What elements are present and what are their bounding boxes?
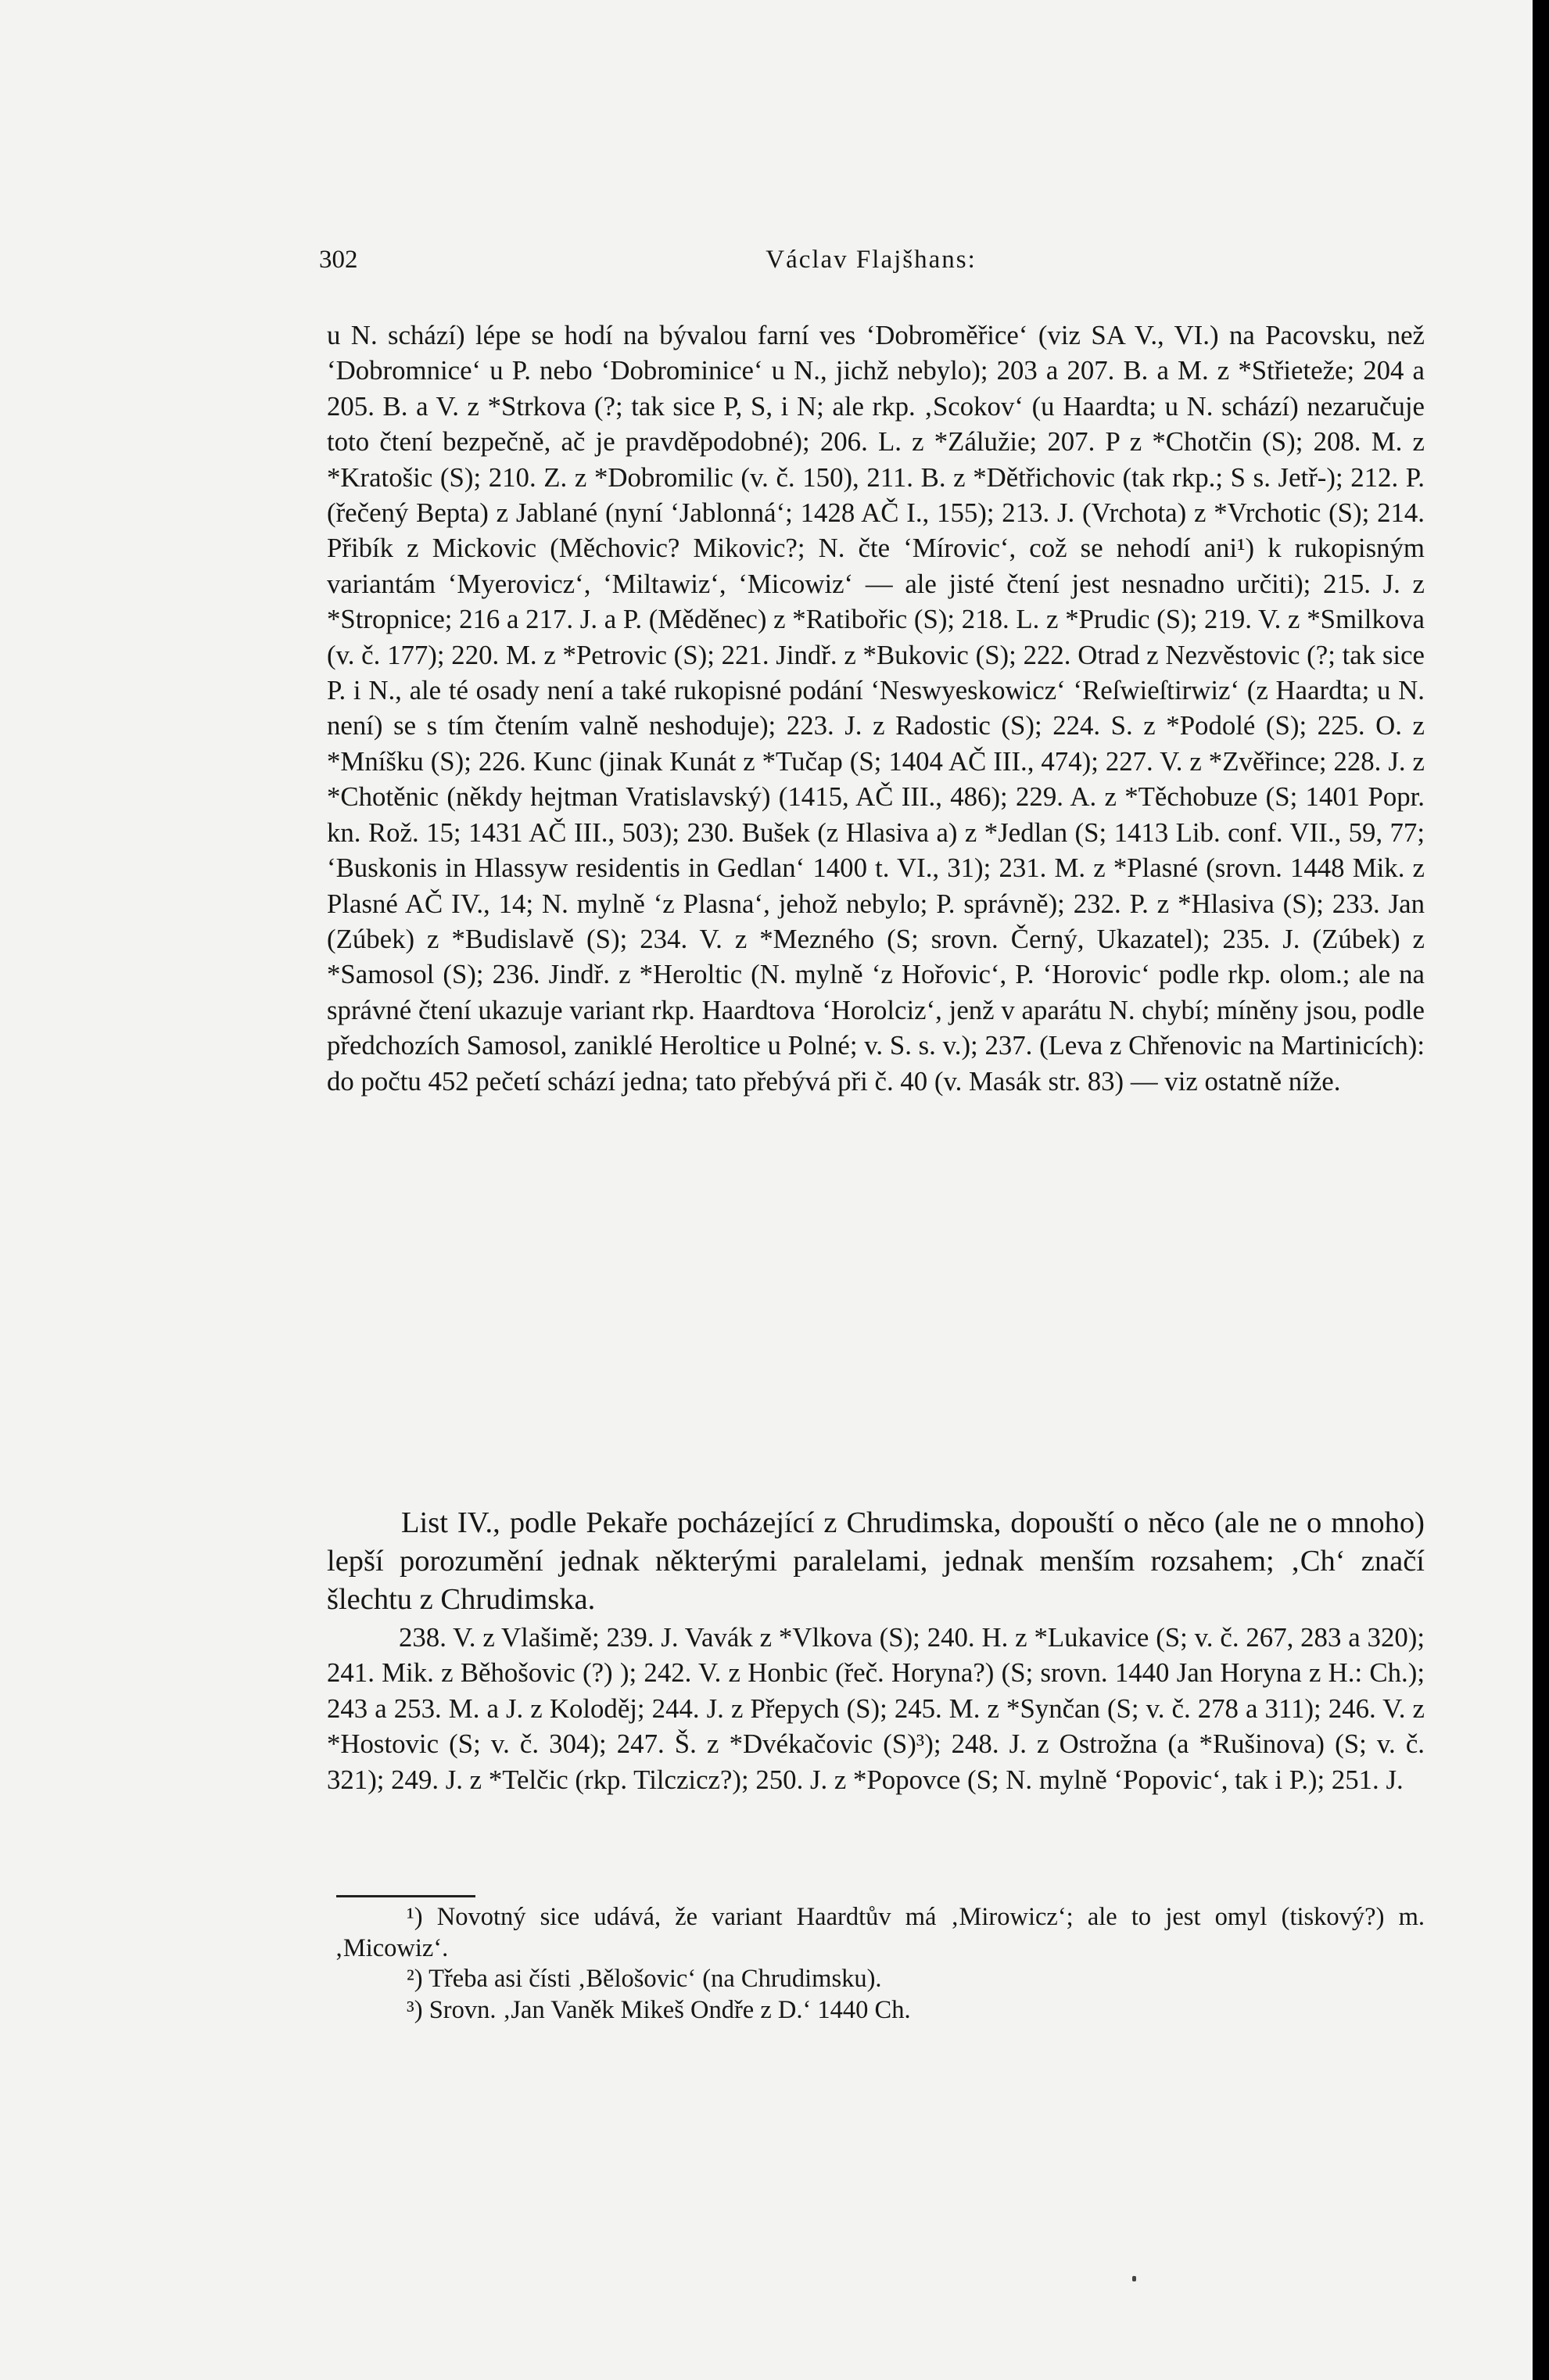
paragraph-list-iii-continuation: u N. schází) lépe se hodí na bývalou farní ves ‘Dobroměřice‘ (viz SA V., VI.) na Pacovsku, než ‘Dobromnice‘ u P. nebo ‘Dobrominice‘ u N., jichž nebylo); 203 a 207. B. a M. z *Střieteže; 204 a 205. B. a V. z *Strkova (?; tak sice P, S, i N; ale rkp. ‚Scokov‘ (u Haardta; u N. schází) nezaručuje toto čtení bezpečně, ač je pravděpodobné); 206. L. z *Zálužie; 207. P z *Chotčin (S); 208. M. z *Kratošic (S); 210. Z. z *Dobromilic (v. č. 150), 211. B. z *Dětřichovic (tak rkp.; S s. Jetř-); 212. P. (řečený Bepta) z Jablané (nyní ‘Jablonná‘; 1428 AČ I., 155); 213. J. (Vrchota) z *Vrchotic (S); 214. Přibík z Mickovic (Měchovic? Mikovic?; N. čte ‘Mírovic‘, což se nehodí ani¹) k rukopisným variantám ‘Myerovicz‘, ‘Miltawiz‘, ‘Micowiz‘ — ale jisté čtení jest nesnadno určiti); 215. J. z *Stropnice; 216 a 217. J. a P. (Měděnec) z *Ratibořic (S); 218. L. z *Prudic (S); 219. V. z *Smilkova (v. č. 177); 220. M. z *Petrovic (S); 221. Jindř. z *Bukovic (S); 222. Otrad z Nezvěstovic (?; tak sice P. i N., ale té osady není a také rukopisné podání ‘Neswyeskowicz‘ ‘Reſwieſtirwiz‘ (z Haardta; u N. není) se s tím čtením valně neshoduje); 223. J. z Radostic (S); 224. S. z *Podolé (S); 225. O. z *Mníšku (S); 226. Kunc (jinak Kunát z *Tučap (S; 1404 AČ III., 474); 227. V. z *Zvěřince; 228. J. z *Chotěnic (někdy hejtman Vratislavský) (1415, AČ III., 486); 229. A. z *Těchobuze (S; 1401 Popr. kn. Rož. 15; 1431 AČ III., 503); 230. Bušek (z Hlasiva a) z *Jedlan (S; 1413 Lib. conf. VII., 59, 77; ‘Buskonis in Hlassyw residentis in Gedlan‘ 1400 t. VI., 31); 231. M. z *Plasné (srovn. 1448 Mik. z Plasné AČ IV., 14; N. mylně ‘z Plasna‘, jehož nebylo; P. správně); 232. P. z *Hlasiva (S); 233. Jan (Zúbek) z *Budislavě (S); 234. V. z *Mezného (S; srovn. Černý, Ukazatel); 235. J. (Zúbek) z *Samosol (S); 236. Jindř. z *Heroltic (N. mylně ‘z Hořovic‘, P. ‘Horovic‘ podle rkp. olom.; ale na správné čtení ukazuje variant rkp. Haardtova ‘Horolciz‘, jenž v aparátu N. chybí; míněny jsou, podle předchozích Samosol, zaniklé Heroltice u Polné; v. S. s. v.); 237. (Leva z Chřenovic na Martinicích): do počtu 452 pečetí schází jedna; tato přebývá při č. 40 (v. Masák str. 83) — viz ostatně níže.	[327, 320, 1425, 1097]
running-title: Václav Flajšhans:	[766, 246, 977, 274]
body-block-1	[327, 318, 1425, 1099]
footnote-rule	[336, 1895, 475, 1897]
footnote-3: ³) Srovn. ‚Jan Vaněk Mikeš Ondře z D.‘ 1440 Ch.	[407, 1995, 911, 2024]
page-header	[319, 246, 1423, 285]
ink-speck	[1132, 2276, 1136, 2281]
footnotes	[335, 1902, 1425, 2026]
footnote-2: ²) Třeba asi čísti ‚Bělošovic‘ (na Chrudimsku).	[407, 1965, 882, 1993]
body-block-2	[327, 1504, 1425, 1619]
scan-edge	[1533, 0, 1549, 2380]
paragraph-list-iv-entries: 238. V. z Vlašimě; 239. J. Vavák z *Vlkova (S); 240. H. z *Lukavice (S; v. č. 267, 283 a 320); 241. Mik. z Běhošovic (?) ); 242. V. z Honbic (řeč. Horyna?) (S; srovn. 1440 Jan Horyna z H.: Ch.); 243 a 253. M. a J. z Koloděj; 244. J. z Přepych (S); 245. M. z *Synčan (S; v. č. 278 a 311); 246. V. z *Hostovic (S; v. č. 304); 247. Š. z *Dvékačovic (S)³); 248. J. z Ostrožna (a *Rušinova) (S; v. č. 321); 249. J. z *Telčic (rkp. Tilczicz?); 250. J. z *Popovce (S; N. mylně ‘Popovic‘, tak i P.); 251. J.	[327, 1622, 1425, 1795]
page-number: 302	[319, 246, 358, 274]
footnote-1: ¹) Novotný sice udává, že variant Haardtův má ‚Mirowicz‘; ale to jest omyl (tiskový?) m. ‚Micowiz‘.	[335, 1903, 1425, 1962]
body-block-3	[327, 1620, 1425, 1797]
paragraph-list-iv-intro: List IV., podle Pekaře pocházející z Chrudimska, dopouští o něco (ale ne o mnoho) lepší porozumění jednak některými paralelami, jednak menším rozsahem; ‚Ch‘ značí šlechtu z Chrudimska.	[327, 1506, 1425, 1616]
